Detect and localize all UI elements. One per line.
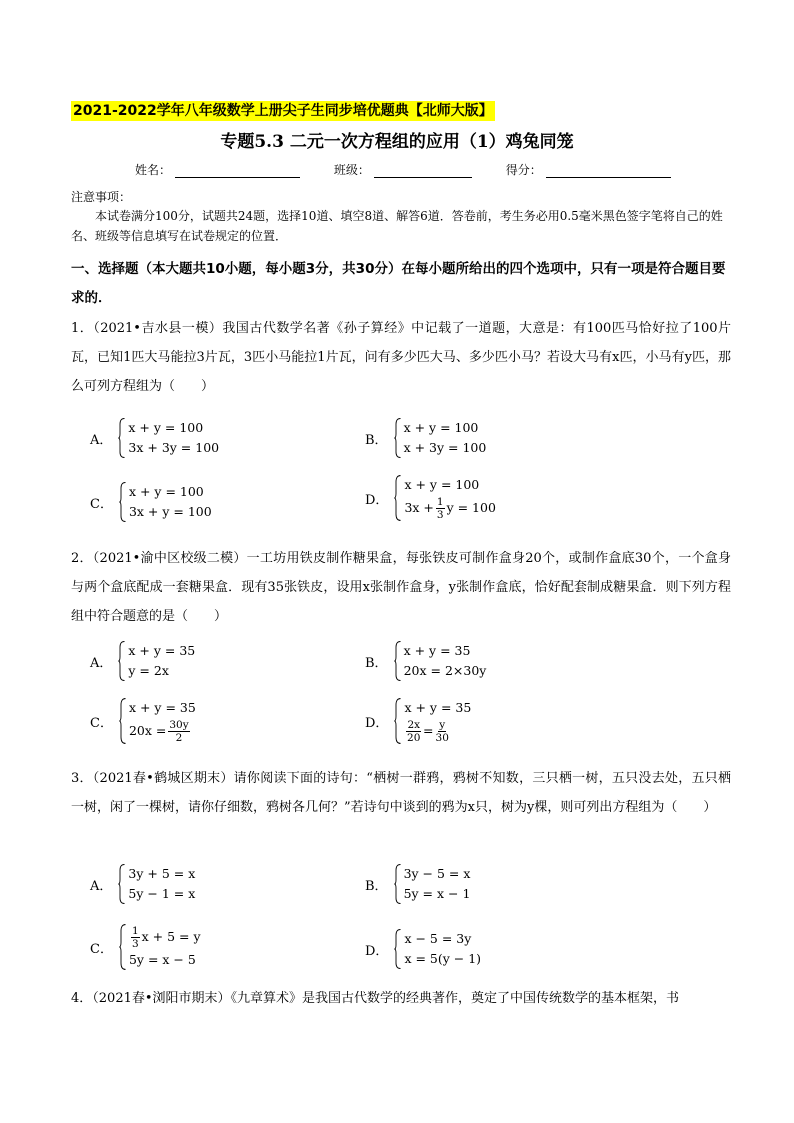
brace-icon xyxy=(119,698,126,744)
section-heading: 一、选择题（本大题共10小题，每小题3分，共30分）在每小题所给出的四个选项中，只有一项是符合题目要求的． xyxy=(71,261,726,306)
q1-option-a[interactable]: A． x + y = 100 3x + 3y = 100 xyxy=(90,418,219,458)
brace-icon xyxy=(394,641,401,681)
question-2-stem: 2．（2021•渝中区校级二模）一工坊用铁皮制作糖果盒，每张铁皮可制作盒身20个，或制作盒底30个，一个盒身与两个盒底配成一套糖果盒．现有35张铁皮，设用x张制作盒身，y张制作盒底，恰好配套制成糖果盒．则下列方程组中符合题意的是（ ） xyxy=(71,551,731,624)
q3-option-b[interactable]: B． 3y − 5 = x 5y = x − 1 xyxy=(365,864,470,904)
brace-icon xyxy=(118,418,125,458)
brace-icon xyxy=(119,482,126,522)
q2-option-a[interactable]: A． x + y = 35 y = 2x xyxy=(90,641,195,681)
student-info-row xyxy=(135,162,701,178)
question-1-stem: 1．（2021•吉水县一模）我国古代数学名著《孙子算经》中记载了一道题，大意是：有100匹马恰好拉了100片瓦，已知1匹大马能拉3片瓦，3匹小马能拉1片瓦，问有多少匹大马、多少匹小马？若设大马有x匹，小马有y匹，那么可列方程组为（ ） xyxy=(71,321,731,394)
brace-icon xyxy=(394,698,401,744)
q3-option-d[interactable]: D． x − 5 = 3y x = 5(y − 1) xyxy=(365,929,481,969)
name-blank[interactable] xyxy=(175,164,300,178)
score-label: 得分： xyxy=(505,163,542,177)
brace-icon xyxy=(394,864,401,904)
score-blank[interactable] xyxy=(546,164,671,178)
question-4-stem: 4．（2021春•浏阳市期末）《九章算术》是我国古代数学的经典著作，奠定了中国传统数学的基本框架，书 xyxy=(71,991,680,1006)
q1-option-b[interactable]: B． x + y = 100 x + 3y = 100 xyxy=(365,418,486,458)
brace-icon xyxy=(394,418,401,458)
name-label: 姓名： xyxy=(135,163,172,177)
brace-icon xyxy=(118,864,125,904)
q1-option-c[interactable]: C． x + y = 100 3x + y = 100 xyxy=(90,482,212,522)
q2-option-d[interactable]: D． x + y = 35 $\frac{2x}{20}$ = $\frac{y}{30}$ xyxy=(365,700,472,744)
class-blank[interactable] xyxy=(374,164,472,178)
page-title: 专题5.3 二元一次方程组的应用（1）鸡兔同笼 xyxy=(220,132,574,152)
notes-body: 本试卷满分100分，试题共24题，选择10道、填空8道、解答6道．答卷前，考生务必用0.5毫米黑色签字笔将自己的姓名、班级等信息填写在试卷规定的位置． xyxy=(71,209,723,243)
notes-heading: 注意事项： xyxy=(71,190,132,204)
class-label: 班级： xyxy=(333,163,370,177)
q1-option-d[interactable]: D． x + y = 100 3x + $\frac{1}{3}$ y = 100 xyxy=(365,477,496,521)
brace-icon xyxy=(119,924,126,970)
brace-icon xyxy=(118,641,125,681)
q2-option-c[interactable]: C． x + y = 35 20x = $\frac{30y}{2}$ xyxy=(90,700,196,744)
question-3-stem: 3．（2021春•鹤城区期末）请你阅读下面的诗句：“栖树一群鸦，鸦树不知数，三只栖一树，五只没去处，五只栖一树，闲了一棵树，请你仔细数，鸦树各几何？”若诗句中谈到的鸦为x只，树为y棵，则可列出方程组为（ ） xyxy=(71,771,731,815)
q3-option-c[interactable]: C． $\frac{1}{3}$ x + 5 = y 5y = x − 5 xyxy=(90,924,201,970)
q3-option-a[interactable]: A． 3y + 5 = x 5y − 1 = x xyxy=(90,864,195,904)
q2-option-b[interactable]: B． x + y = 35 20x = 2×30y xyxy=(365,641,486,681)
series-banner: 2021-2022学年八年级数学上册尖子生同步培优题典【北师大版】 xyxy=(73,103,493,119)
brace-icon xyxy=(394,929,401,969)
brace-icon xyxy=(394,475,401,521)
